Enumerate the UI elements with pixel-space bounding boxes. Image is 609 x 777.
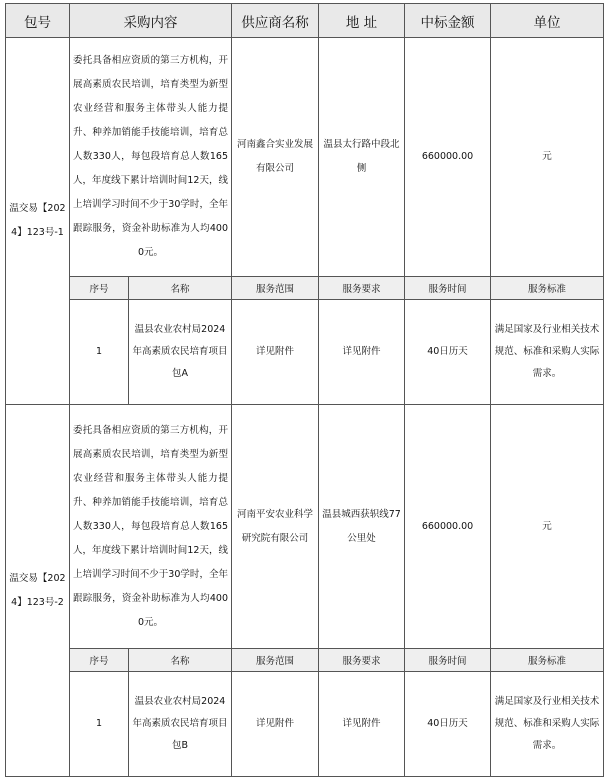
sub-header-time: 服务时间 — [405, 277, 491, 300]
sub-header-scope: 服务范围 — [232, 277, 319, 300]
header-content: 采购内容 — [70, 4, 232, 38]
supplier-address: 温县太行路中段北侧 — [319, 38, 405, 277]
item-scope: 详见附件 — [232, 672, 319, 777]
sub-header-seq: 序号 — [70, 649, 129, 672]
header-package-no: 包号 — [6, 4, 70, 38]
package-no: 温交易【2024】123号-1 — [6, 38, 70, 405]
sub-header-standard: 服务标准 — [491, 649, 604, 672]
sub-header-scope: 服务范围 — [232, 649, 319, 672]
item-requirement: 详见附件 — [319, 672, 405, 777]
purchase-content: 委托具备相应资质的第三方机构，开展高素质农民培训，培育类型为新型农业经营和服务主体带头人能力提升、种养加销能手技能培训，培育总人数330人，每包段培育总人数165人，年度线下累计培训时间12天，线上培训学习时间不少于30学时，全年跟踪服务，资金补助标准为人均4000元。 — [70, 38, 232, 277]
item-row — [6, 300, 604, 405]
supplier-name: 河南鑫合实业发展有限公司 — [232, 38, 319, 277]
item-time: 40日历天 — [405, 672, 491, 777]
item-requirement: 详见附件 — [319, 300, 405, 405]
amount-unit: 元 — [491, 38, 604, 277]
award-table — [5, 3, 604, 777]
header-unit: 单位 — [491, 4, 604, 38]
sub-header-row — [6, 277, 604, 300]
header-row — [6, 4, 604, 38]
item-name: 温县农业农村局2024年高素质农民培育项目包B — [129, 672, 232, 777]
header-address: 地 址 — [319, 4, 405, 38]
purchase-content: 委托具备相应资质的第三方机构，开展高素质农民培训，培育类型为新型农业经营和服务主体带头人能力提升、种养加销能手技能培训，培育总人数330人，每包段培育总人数165人，年度线下累计培训时间12天，线上培训学习时间不少于30学时，全年跟踪服务，资金补助标准为人均4000元。 — [70, 405, 232, 649]
item-row — [6, 672, 604, 777]
sub-header-name: 名称 — [129, 277, 232, 300]
sub-header-row — [6, 649, 604, 672]
item-scope: 详见附件 — [232, 300, 319, 405]
package-row — [6, 38, 604, 277]
item-standard: 满足国家及行业相关技术规范、标准和采购人实际需求。 — [491, 672, 604, 777]
item-standard: 满足国家及行业相关技术规范、标准和采购人实际需求。 — [491, 300, 604, 405]
item-seq: 1 — [70, 300, 129, 405]
amount-unit: 元 — [491, 405, 604, 649]
sub-header-requirement: 服务要求 — [319, 277, 405, 300]
award-amount: 660000.00 — [405, 405, 491, 649]
header-amount: 中标金额 — [405, 4, 491, 38]
package-no: 温交易【2024】123号-2 — [6, 405, 70, 777]
award-amount: 660000.00 — [405, 38, 491, 277]
sub-header-time: 服务时间 — [405, 649, 491, 672]
sub-header-requirement: 服务要求 — [319, 649, 405, 672]
item-seq: 1 — [70, 672, 129, 777]
supplier-address: 温县城西获轵线77公里处 — [319, 405, 405, 649]
sub-header-name: 名称 — [129, 649, 232, 672]
sub-header-standard: 服务标准 — [491, 277, 604, 300]
supplier-name: 河南平安农业科学研究院有限公司 — [232, 405, 319, 649]
sub-header-seq: 序号 — [70, 277, 129, 300]
item-time: 40日历天 — [405, 300, 491, 405]
package-row — [6, 405, 604, 649]
item-name: 温县农业农村局2024年高素质农民培育项目包A — [129, 300, 232, 405]
header-supplier: 供应商名称 — [232, 4, 319, 38]
